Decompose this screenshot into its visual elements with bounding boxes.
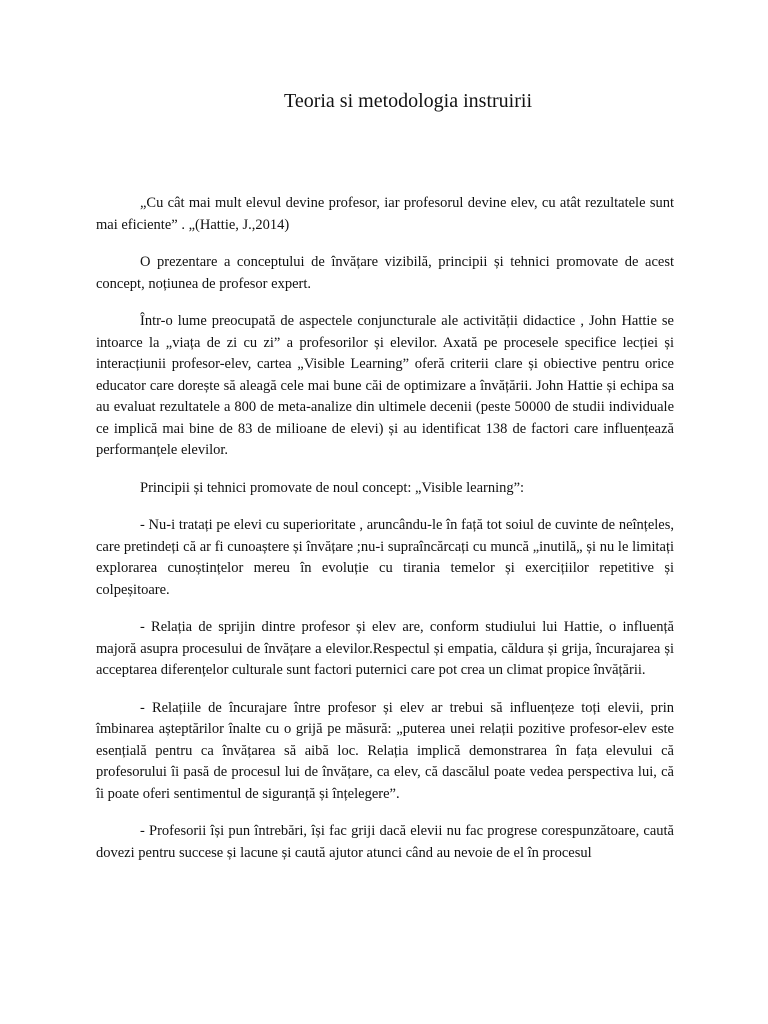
paragraph-principles-heading: Principii și tehnici promovate de noul concept: „Visible learning”: [140,479,525,496]
paragraph-principle-3: - Relațiile de încurajare între profesor și elev ar trebui să influențeze toți elevii, prin îmbinarea așteptărilor înalte cu o grijă pe măsură: „puterea unei relații pozitive profesor-elev este esențială pentru ca învățarea să aibă loc. Relația implică demonstrarea în fața elevului că profesorului îi pasă de procesul lui de învățare, ca elev, că dascălul poate vedea perspectiva lui, că îi poate oferi sentimentul de siguranță și înțelegere”. [96,699,674,802]
paragraph-hattie: Într-o lume preocupată de aspectele conjuncturale ale activității didactice , John Hattie se intoarce la „viața de zi cu zi” a profesorilor și elevilor. Axată pe procesele specifice lecției și interacțiunii profesor-elev, cartea „Visible Learning” oferă criterii clare și obiective pentru orice educator care dorește să aleagă cele mai bune căi de optimizare a învățării. John Hattie și echipa sa au evaluat rezultatele a 800 de meta-analize din ultimele decenii (peste 50000 de studii individuale ce implică mai bine de 83 de milioane de elevi) și au identificat 138 de factori care influențează performanțele elevilor. [96,313,674,458]
document-title: Teoria si metodologia instruirii [284,90,532,112]
paragraph-principle-4: - Profesorii își pun întrebări, își fac griji dacă elevii nu fac progrese corespunzătoare, caută dovezi pentru succese și lacune și caută ajutor atunci când au nevoie de el în procesul [96,823,674,861]
paragraph-intro: O prezentare a conceptului de învățare vizibilă, principii și tehnici promovate de acest concept, noțiunea de profesor expert. [96,254,674,292]
paragraph-principle-2: - Relația de sprijin dintre profesor și elev are, conform studiului lui Hattie, o influență majoră asupra procesului de învățare a elevilor.Respectul și empatia, căldura și grija, încurajarea și acceptarea diferențelor culturale sunt factori puternici care pot crea un climat propice învățării. [96,619,674,678]
paragraph-principle-1: - Nu-i tratați pe elevi cu superioritate , aruncându-le în față tot soiul de cuvinte de neînțeles, care pretindeți că ar fi cunoaștere și învățare ;nu-i supraîncărcați cu muncă „inutilă„ și nu le limitați explorarea cunoștințelor mereu în evoluție cu tirania temelor și exercițiilor repetitive și colpeșitoare. [96,517,674,598]
paragraph-quote: „Cu cât mai mult elevul devine profesor, iar profesorul devine elev, cu atât rezultatele sunt mai eficiente” . „(Hattie, J.,2014) [96,195,674,233]
document-body [96,193,674,880]
